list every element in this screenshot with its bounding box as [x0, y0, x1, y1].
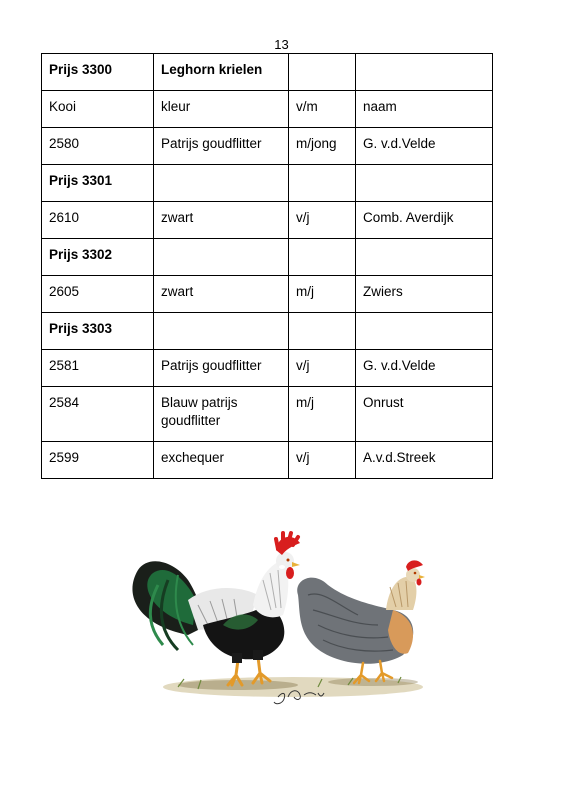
- table-row: [42, 350, 493, 387]
- table-row: [42, 202, 493, 239]
- table-cell: G. v.d.Velde: [356, 128, 493, 165]
- table-cell: [356, 313, 493, 350]
- page-number: 13: [274, 37, 289, 52]
- table-row: [42, 165, 493, 202]
- table-cell: 2584: [42, 387, 154, 442]
- table-cell: Prijs 3303: [42, 313, 154, 350]
- table-cell: 2599: [42, 442, 154, 479]
- table-cell: [356, 165, 493, 202]
- table-cell: Prijs 3302: [42, 239, 154, 276]
- table-cell: [154, 239, 289, 276]
- table-cell: v/j: [289, 202, 356, 239]
- table-cell: m/j: [289, 387, 356, 442]
- table-cell: A.v.d.Streek: [356, 442, 493, 479]
- table-cell: v/j: [289, 442, 356, 479]
- table-cell: v/j: [289, 350, 356, 387]
- table-cell: m/jong: [289, 128, 356, 165]
- table-cell: 2580: [42, 128, 154, 165]
- table-cell: Leghorn krielen: [154, 54, 289, 91]
- table-cell: Patrijs goudflitter: [154, 350, 289, 387]
- table-cell: zwart: [154, 202, 289, 239]
- table-cell: [289, 239, 356, 276]
- table-cell: [154, 165, 289, 202]
- table-cell: kleur: [154, 91, 289, 128]
- table-cell: m/j: [289, 276, 356, 313]
- table-cell: Onrust: [356, 387, 493, 442]
- table-row: [42, 128, 493, 165]
- table-cell: naam: [356, 91, 493, 128]
- table-row: [42, 239, 493, 276]
- hen-figure: [297, 560, 425, 683]
- table-cell: Prijs 3301: [42, 165, 154, 202]
- table-row: [42, 442, 493, 479]
- table-cell: zwart: [154, 276, 289, 313]
- table-cell: [356, 239, 493, 276]
- table-cell: v/m: [289, 91, 356, 128]
- table-cell: exchequer: [154, 442, 289, 479]
- table-cell: Patrijs goudflitter: [154, 128, 289, 165]
- table-cell: Prijs 3300: [42, 54, 154, 91]
- table-cell: [356, 54, 493, 91]
- table-cell: Blauw patrijs goudflitter: [154, 387, 289, 442]
- table-cell: [289, 165, 356, 202]
- table-cell: [289, 313, 356, 350]
- table-row: [42, 387, 493, 442]
- table-cell: Zwiers: [356, 276, 493, 313]
- table-row: [42, 54, 493, 91]
- table-cell: G. v.d.Velde: [356, 350, 493, 387]
- table-cell: 2610: [42, 202, 154, 239]
- table-row: [42, 313, 493, 350]
- table-row: [42, 91, 493, 128]
- table-cell: Comb. Averdijk: [356, 202, 493, 239]
- table-cell: Kooi: [42, 91, 154, 128]
- table-cell: 2581: [42, 350, 154, 387]
- table-cell: [289, 54, 356, 91]
- leghorn-illustration: [118, 525, 438, 715]
- prize-table: [41, 53, 493, 479]
- table-row: [42, 276, 493, 313]
- table-cell: 2605: [42, 276, 154, 313]
- table-cell: [154, 313, 289, 350]
- rooster-figure: [132, 533, 300, 685]
